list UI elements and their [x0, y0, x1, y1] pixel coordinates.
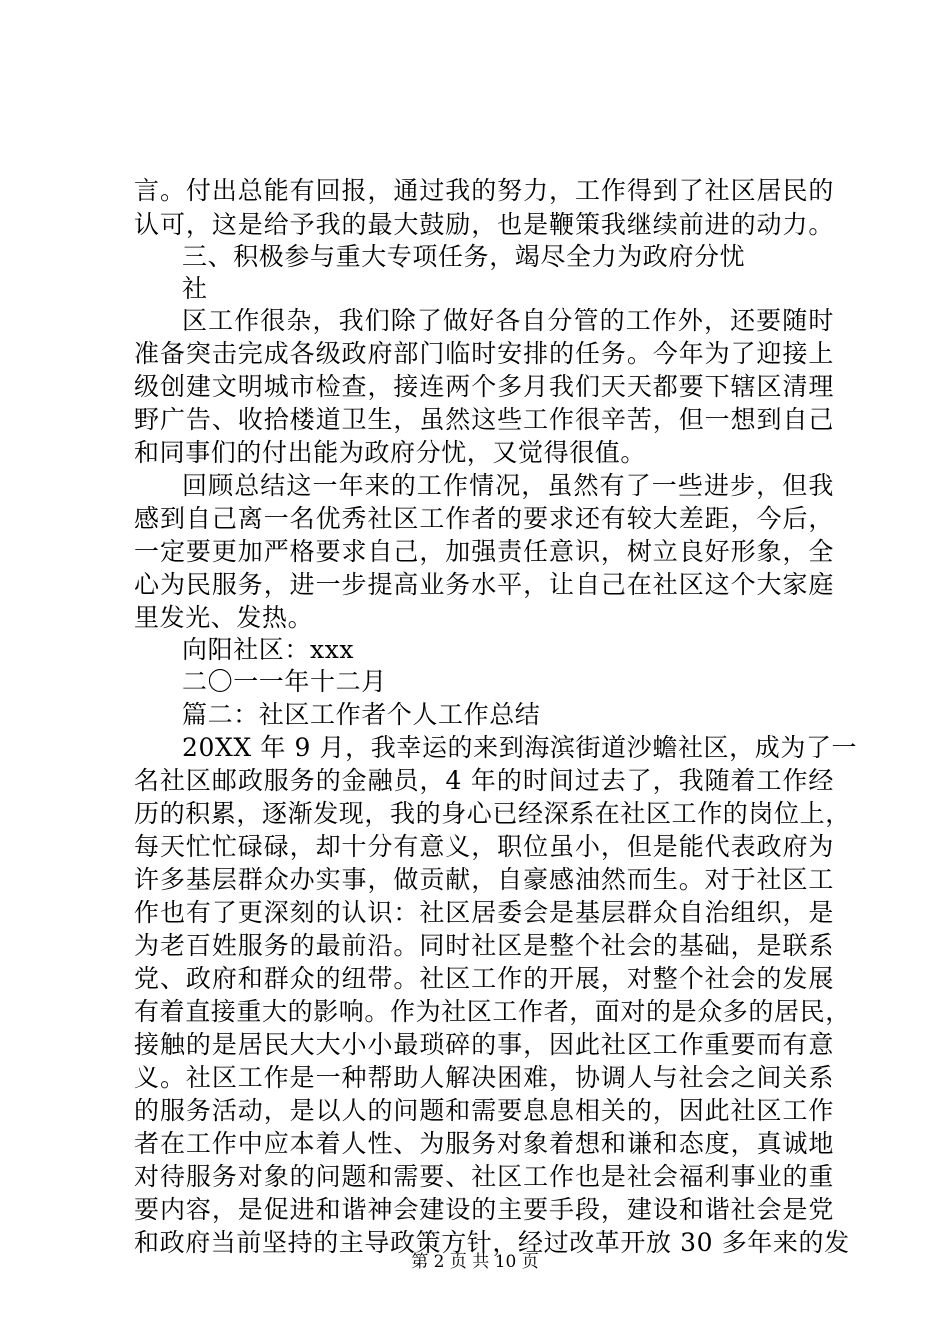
text-line: 级创建文明城市检查，接连两个多月我们天天都要下辖区清理 — [134, 372, 834, 401]
text-line: 接触的是居民大大小小最琐碎的事，因此社区工作重要而有意 — [134, 1030, 834, 1059]
text-line: 认可，这是给予我的最大鼓励，也是鞭策我继续前进的动力。 — [134, 210, 834, 239]
date-line: 二〇一一年十二月 — [182, 667, 387, 696]
text-line: 作也有了更深刻的认识：社区居委会是基层群众自治组织，是 — [134, 898, 834, 927]
text-line: 为老百姓服务的最前沿。同时社区是整个社会的基础，是联系 — [134, 931, 834, 960]
section-heading: 篇二：社区工作者个人工作总结 — [182, 700, 541, 729]
text-line: 里发光、发热。 — [134, 603, 314, 632]
text-line: 有着直接重大的影响。作为社区工作者，面对的是众多的居民， — [134, 997, 851, 1026]
text-line: 言。付出总能有回报，通过我的努力，工作得到了社区居民的 — [134, 176, 834, 205]
text-line: 的服务活动，是以人的问题和需要息息相关的，因此社区工作 — [134, 1096, 834, 1125]
text-line: 历的积累，逐渐发现，我的身心已经深系在社区工作的岗位上， — [134, 799, 851, 828]
section-heading: 三、积极参与重大专项任务，竭尽全力为政府分忧 — [182, 242, 746, 271]
text-line: 和同事们的付出能为政府分忧，又觉得很值。 — [134, 438, 647, 467]
text-line: 许多基层群众办实事，做贡献，自豪感油然而生。对于社区工 — [134, 865, 834, 894]
text-line: 要内容，是促进和谐神会建设的主要手段，建设和谐社会是党 — [134, 1195, 834, 1224]
text-line: 心为民服务，进一步提高业务水平，让自己在社区这个大家庭 — [134, 570, 834, 599]
text-line: 一定要更加严格要求自己，加强责任意识，树立良好形象，全 — [134, 537, 834, 566]
text-line: 社 — [182, 274, 208, 303]
text-line: 对待服务对象的问题和需要、社区工作也是社会福利事业的重 — [134, 1162, 834, 1191]
text-line: 义。社区工作是一种帮助人解决困难，协调人与社会之间关系 — [134, 1063, 834, 1092]
text-line: 回顾总结这一年来的工作情况，虽然有了一些进步，但我 — [182, 471, 834, 500]
text-line: 感到自己离一名优秀社区工作者的要求还有较大差距，今后， — [134, 504, 834, 533]
text-line: 20XX 年 9 月，我幸运的来到海滨街道沙蟾社区，成为了一 — [182, 733, 858, 762]
text-line: 野广告、收拾楼道卫生，虽然这些工作很辛苦，但一想到自己 — [134, 405, 834, 434]
text-line: 者在工作中应本着人性、为服务对象着想和谦和态度，真诚地 — [134, 1129, 834, 1158]
text-line: 准备突击完成各级政府部门临时安排的任务。今年为了迎接上 — [134, 339, 834, 368]
text-line: 每天忙忙碌碌，却十分有意义，职位虽小，但是能代表政府为 — [134, 832, 834, 861]
text-line: 区工作很杂，我们除了做好各自分管的工作外，还要随时 — [182, 306, 834, 335]
text-line: 名社区邮政服务的金融员，4 年的时间过去了，我随着工作经 — [134, 766, 834, 795]
text-line: 和政府当前坚持的主导政策方针，经过改革开放 30 多年来的发 — [134, 1228, 850, 1257]
text-line: 党、政府和群众的纽带。社区工作的开展，对整个社会的发展 — [134, 964, 834, 993]
signature-line: 向阳社区：xxx — [182, 635, 355, 664]
page-number-footer: 第 2 页 共 10 页 — [411, 1252, 539, 1272]
